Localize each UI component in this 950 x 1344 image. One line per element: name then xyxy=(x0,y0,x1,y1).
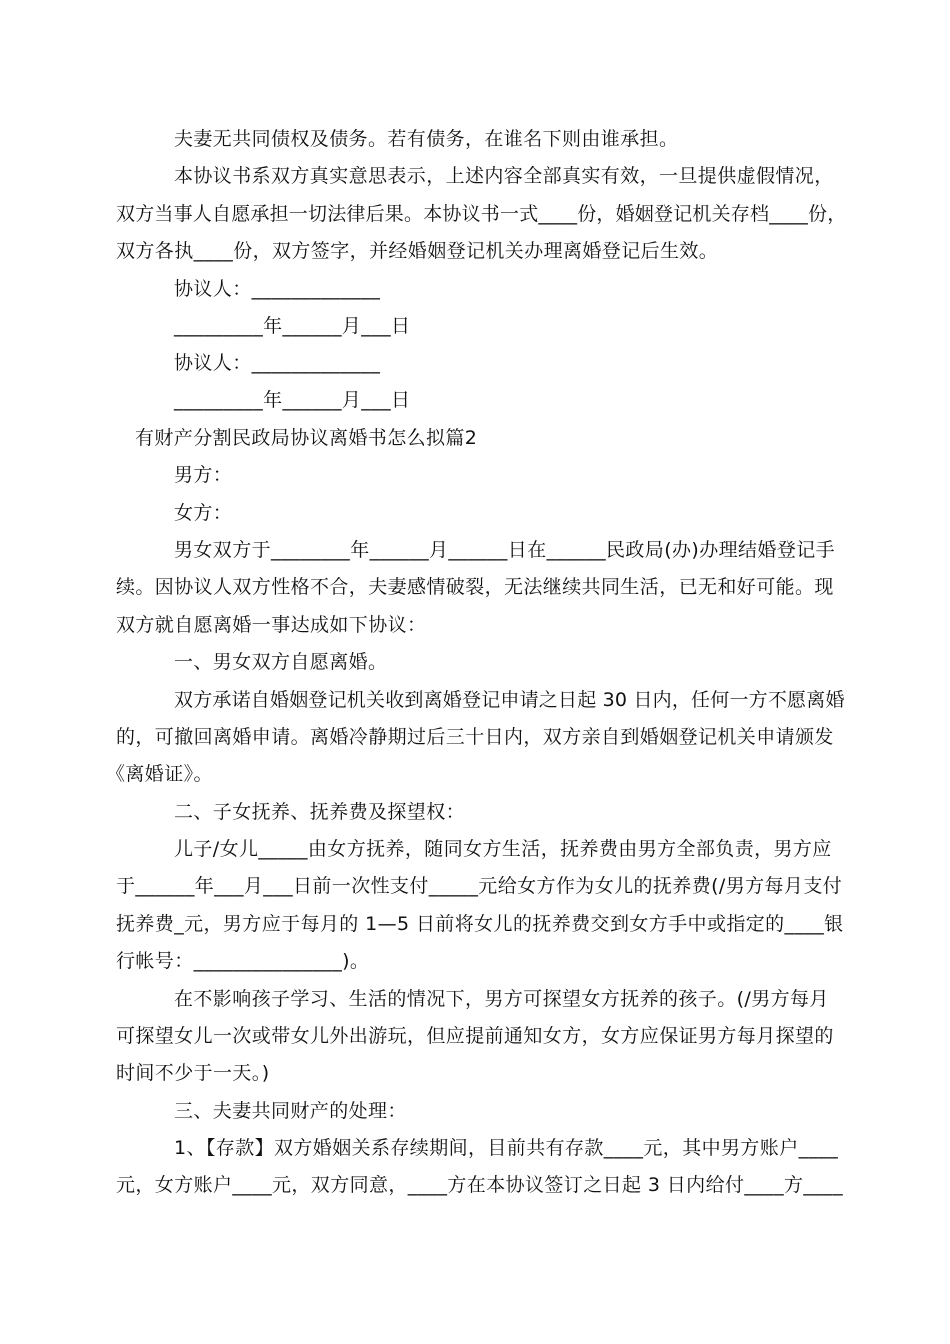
text-line-support-monthly: 抚养费_元，男方应于每月的 1—5 日前将女儿的抚养费交到女方手中或指定的____银 xyxy=(116,913,844,935)
text-line-deposits: 1、【存款】双方婚姻关系存续期间，目前共有存款____元，其中男方账户____ xyxy=(174,1137,839,1159)
text-line-visitation-3: 时间不少于一天。) xyxy=(116,1062,270,1084)
text-line-visitation-2: 可探望女儿一次或带女儿外出游玩，但应提前通知女方，女方应保证男方每月探望的 xyxy=(116,1025,834,1047)
text-line-withdraw: 的，可撤回离婚申请。离婚冷静期过后三十日内，双方亲自到婚姻登记机关申请颁发 xyxy=(116,726,834,748)
text-line-visitation: 在不影响孩子学习、生活的情况下，男方可探望女方抚养的孩子。(/男方每月 xyxy=(174,988,829,1010)
signatory-line-1: 协议人：_____________ xyxy=(174,278,381,300)
text-line-copies: 双方当事人自愿承担一切法律后果。本协议书一式____份，婚姻登记机关存档____份， xyxy=(116,203,847,225)
text-line-cooling: 双方承诺自婚姻登记机关收到离婚登记申请之日起 30 日内，任何一方不愿离婚 xyxy=(174,689,845,711)
clause-heading-3: 三、夫妻共同财产的处理： xyxy=(174,1100,407,1122)
text-line-agreement: 双方就自愿离婚一事达成如下协议： xyxy=(116,614,427,636)
text-line-effective: 双方各执____份，双方签字，并经婚姻登记机关办理离婚登记后生效。 xyxy=(116,240,719,262)
section-title: 有财产分割民政局协议离婚书怎么拟篇2 xyxy=(135,427,478,449)
text-line-declaration: 本协议书系双方真实意思表示，上述内容全部真实有效，一旦提供虚假情况， xyxy=(174,165,834,187)
text-line-marriage: 男女双方于________年______月______日在______民政局(办)办理结婚登记手 xyxy=(174,539,836,561)
text-line-certificate: 《离婚证》。 xyxy=(106,763,213,785)
clause-heading-1: 一、男女双方自愿离婚。 xyxy=(174,651,388,673)
clause-heading-2: 二、子女抚养、抚养费及探望权： xyxy=(174,801,466,823)
date-line-1: _________年______月___日 xyxy=(174,315,411,337)
date-line-2: _________年______月___日 xyxy=(174,389,411,411)
text-line-custody: 儿子/女儿_____由女方抚养，随同女方生活，抚养费由男方全部负责，男方应 xyxy=(174,838,832,860)
text-line-account: 行帐号：_______________)。 xyxy=(116,950,370,972)
text-line-debts: 夫妻无共同债权及债务。若有债务，在谁名下则由谁承担。 xyxy=(174,128,679,150)
signatory-line-2: 协议人：_____________ xyxy=(174,352,381,374)
text-line-reason: 续。因协议人双方性格不合，夫妻感情破裂，无法继续共同生活，已无和好可能。现 xyxy=(116,576,834,598)
party-female: 女方： xyxy=(174,502,233,524)
text-line-deposits-2: 元，女方账户____元，双方同意，____方在本协议签订之日起 3 日内给付____方____ xyxy=(116,1174,843,1196)
party-male: 男方： xyxy=(174,464,233,486)
text-line-support-payment: 于______年___月___日前一次性支付_____元给女方作为女儿的抚养费(/男方每月支付 xyxy=(116,875,843,897)
